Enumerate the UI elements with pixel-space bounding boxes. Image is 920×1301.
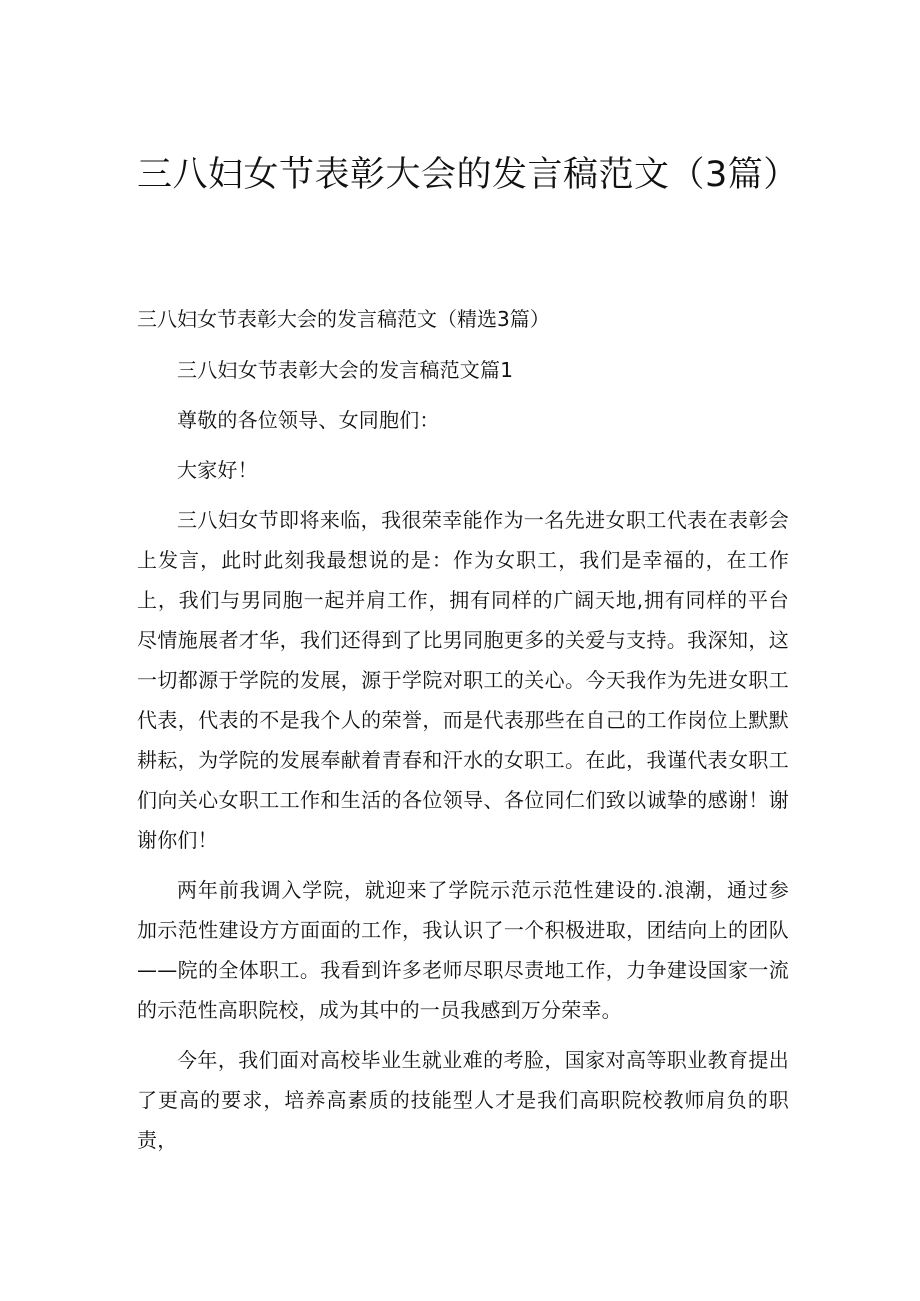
document-title: 三八妇女节表彰大会的发言稿范文（3篇）: [137, 155, 799, 195]
document-subtitle: 三八妇女节表彰大会的发言稿范文（精选3篇）: [137, 307, 550, 331]
document-body: [137, 350, 789, 1170]
body-paragraph: 两年前我调入学院，就迎来了学院示范示范性建设的.浪潮，通过参加示范性建设方方面面的工作，我认识了一个积极进取，团结向上的团队——院的全体职工。我看到许多老师尽职尽责地工作，力争建设国家一流的示范性高职院校，成为其中的一员我感到万分荣幸。: [137, 878, 789, 1022]
salutation: 尊敬的各位领导、女同胞们：: [177, 408, 440, 432]
greeting: 大家好！: [177, 458, 258, 482]
body-paragraph: 三八妇女节即将来临，我很荣幸能作为一名先进女职工代表在表彰会上发言，此时此刻我最想说的是：作为女职工，我们是幸福的，在工作上，我们与男同胞一起并肩工作，拥有同样的广阔天地,拥有同样的平台尽情施展者才华，我们还得到了比男同胞更多的关爱与支持。我深知，这一切都源于学院的发展，源于学院对职工的关心。今天我作为先进女职工代表，代表的不是我个人的荣誉，而是代表那些在自己的工作岗位上默默耕耘，为学院的发展奉献着青春和汗水的女职工。在此，我谨代表女职工们向关心女职工工作和生活的各位领导、各位同仁们致以诚挚的感谢！谢谢你们！: [137, 508, 789, 852]
section-heading: 三八妇女节表彰大会的发言稿范文篇1: [177, 358, 514, 382]
body-paragraph: 今年，我们面对高校毕业生就业难的考脸，国家对高等职业教育提出了更高的要求，培养高素质的技能型人才是我们高职院校教师肩负的职责，: [137, 1048, 789, 1152]
